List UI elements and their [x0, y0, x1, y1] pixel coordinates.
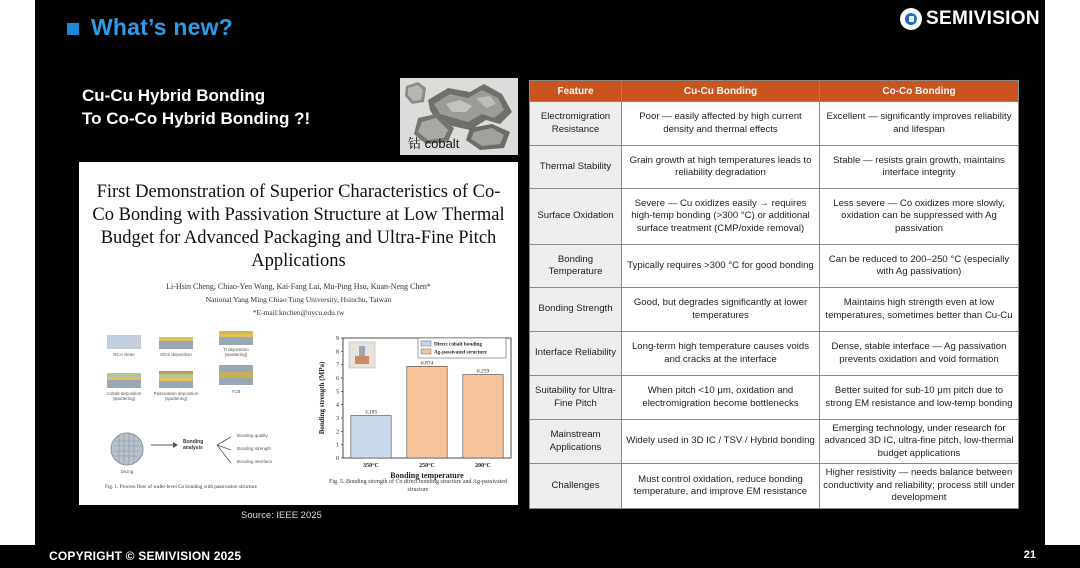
- y-tick-label: 3: [336, 416, 339, 422]
- bonded-bottom-wafer: [219, 378, 253, 385]
- co-co-cell: Higher resistivity — needs balance between conductivity and reliability; process still under development: [820, 464, 1019, 509]
- process-flow-figure: [103, 327, 303, 492]
- feature-cell: Bonding Strength: [530, 288, 622, 332]
- step-rca-clean: RCA clean: [113, 352, 135, 357]
- legend-entry: Ag-passivated structure: [434, 349, 487, 356]
- analysis-item-strength: Bonding strength: [237, 446, 272, 451]
- semivision-logo-icon: [900, 8, 922, 30]
- legend-entry: Direct cobalt bonding: [434, 341, 483, 348]
- co-co-cell: Less severe — Co oxidizes more slowly, oxidation can be suppressed with Ag passivation: [820, 189, 1019, 245]
- feature-cell: Suitability for Ultra-Fine Pitch: [530, 376, 622, 420]
- analysis-branch-arrows: [215, 433, 235, 473]
- co-co-cell: Maintains high strength even at low temperatures, sometimes better than Cu-Cu: [820, 288, 1019, 332]
- slide-title: What’s new?: [91, 14, 233, 40]
- header-feature: Feature: [530, 81, 622, 102]
- cobalt-photo: [400, 78, 518, 155]
- fig5-caption: Fig. 5. Bonding strength of Co direct bonding structure and Ag-passivated structure: [329, 479, 507, 493]
- bar-200°C: [463, 375, 503, 458]
- table-row: [530, 288, 1019, 332]
- y-tick-label: 2: [336, 429, 339, 436]
- wafer-stack-rca: [107, 335, 141, 349]
- table-header-row: [530, 81, 1019, 102]
- y-tick-label: 0: [336, 456, 339, 462]
- paper-title: First Demonstration of Superior Characteristics of Co-Co Bonding with Passivation Structure at Low Thermal Budget for Advanced Packaging and Ultra-Fine Pitch Applications: [92, 182, 505, 271]
- cu-cu-cell: Grain growth at high temperatures leads to reliability degradation: [622, 146, 820, 189]
- step-tcb: TCB: [231, 389, 241, 394]
- feature-cell: Surface Oxidation: [530, 189, 622, 245]
- co-co-cell: Excellent — significantly improves reliability and lifespan: [820, 102, 1019, 146]
- title-bullet-square: [67, 23, 79, 35]
- feature-cell: Bonding Temperature: [530, 245, 622, 288]
- y-tick-label: 7: [336, 362, 339, 369]
- sample-inset-block: [355, 356, 369, 364]
- paper-email: *E-mail:knchen@nycu.edu.tw: [252, 308, 345, 317]
- logo-text: SEMIVISION: [926, 8, 1040, 29]
- y-tick-label: 1: [336, 442, 339, 449]
- source-note: Source: IEEE 2025: [241, 510, 322, 521]
- y-tick-label: 4: [336, 402, 339, 409]
- bonding-strength-chart-svg: [315, 330, 515, 480]
- x-tick-label: 200°C: [475, 463, 491, 469]
- wafer-layer-4: [159, 381, 193, 388]
- step-ti-deposition: Ti deposition (sputtering): [223, 347, 249, 357]
- data-label: 6.874: [420, 360, 434, 367]
- feature-cell: Thermal Stability: [530, 146, 622, 189]
- cu-cu-cell: When pitch <10 μm, oxidation and electromigration become bottlenecks: [622, 376, 820, 420]
- data-label: 3.185: [364, 409, 378, 416]
- slide-subtitle: [82, 84, 310, 130]
- bonding-analysis-label: Bonding analysis: [183, 439, 204, 451]
- bar-250°C: [407, 366, 447, 458]
- co-co-cell: Dense, stable interface — Ag passivation prevents oxidation and void formation: [820, 332, 1019, 376]
- paper-affiliation: National Yang Ming Chiao Tung University, Hsinchu, Taiwan: [205, 295, 392, 304]
- header-cu-cu: Cu-Cu Bonding: [622, 81, 820, 102]
- cu-cu-cell: Long-term high temperature causes voids and cracks at the interface: [622, 332, 820, 376]
- co-co-cell: Stable — resists grain growth, maintains interface integrity: [820, 146, 1019, 189]
- analysis-item-interface: Bonding interface: [237, 459, 273, 464]
- page-number: 21: [1023, 549, 1036, 561]
- step-passivation-deposition: Passivation deposition (sputtering): [153, 391, 199, 401]
- table-row: [530, 376, 1019, 420]
- cu-cu-cell: Good, but degrades significantly at lower temperatures: [622, 288, 820, 332]
- table-row: [530, 464, 1019, 509]
- footer-bar: [0, 545, 1080, 568]
- step-sio2-deposition: SiO2 deposition: [160, 352, 192, 357]
- fig1-caption: Fig. 1. Process flow of wafer-level Co bonding with passivation structure: [105, 484, 258, 490]
- analysis-item-quality: Bonding quality: [237, 433, 268, 438]
- diced-wafer-icon: [109, 431, 145, 467]
- sample-inset-pin: [359, 346, 365, 356]
- table-row: [530, 146, 1019, 189]
- data-label: 6.259: [476, 368, 490, 375]
- y-tick-label: 9: [336, 336, 339, 342]
- semivision-logo: [900, 8, 1040, 30]
- co-co-cell: Better suited for sub-10 μm pitch due to strong EM resistance and low-temp bonding: [820, 376, 1019, 420]
- copyright-text: COPYRIGHT © SEMIVISION 2025: [49, 549, 242, 563]
- arrow-right-icon: [149, 439, 179, 451]
- feature-cell: Mainstream Applications: [530, 420, 622, 464]
- cobalt-label: 钴 cobalt: [408, 136, 460, 151]
- table-row: [530, 420, 1019, 464]
- feature-cell: Electromigration Resistance: [530, 102, 622, 146]
- feature-cell: Challenges: [530, 464, 622, 509]
- bar-350°C: [351, 416, 391, 458]
- bonded-top-wafer: [219, 365, 253, 372]
- wafer-layer-2: [219, 337, 253, 345]
- cu-cu-cell: Widely used in 3D IC / TSV / Hybrid bonding: [622, 420, 820, 464]
- y-tick-label: 5: [336, 389, 339, 396]
- table-row: [530, 245, 1019, 288]
- cu-cu-cell: Severe — Cu oxidizes easily → requires high-temp bonding (>300 °C) or additional surface treatment (CMP/oxide removal): [622, 189, 820, 245]
- cu-cu-cell: Typically requires >300 °C for good bonding: [622, 245, 820, 288]
- table-row: [530, 102, 1019, 146]
- bonding-strength-chart: [315, 330, 515, 490]
- x-tick-label: 350°C: [363, 463, 379, 469]
- comparison-table: [529, 80, 1019, 509]
- wafer-layer: [159, 341, 193, 349]
- subtitle-line-2: To Co-Co Hybrid Bonding ?!: [82, 109, 311, 128]
- wafer-layer-3: [107, 380, 141, 388]
- co-co-cell: Can be reduced to 200–250 °C (especially with Ag passivation): [820, 245, 1019, 288]
- cu-cu-cell: Must control oxidation, reduce bonding temperature, and improve EM resistance: [622, 464, 820, 509]
- x-axis-label: Bonding temperature: [390, 471, 464, 480]
- table-row: [530, 332, 1019, 376]
- table-row: [530, 189, 1019, 245]
- legend-swatch: [421, 341, 431, 346]
- x-tick-label: 250°C: [419, 463, 435, 469]
- subtitle-line-1: Cu-Cu Hybrid Bonding: [82, 86, 266, 105]
- paper-authors: Li-Hsin Cheng, Chiao-Yen Wang, Kai-Fang Lai, Mu-Ping Hsu, Kuan-Neng Chen*: [166, 282, 431, 291]
- y-axis-label: Bonding strength (MPa): [318, 361, 326, 435]
- header-co-co: Co-Co Bonding: [820, 81, 1019, 102]
- cu-cu-cell: Poor — easily affected by high current density and thermal effects: [622, 102, 820, 146]
- step-dicing: Dicing: [120, 469, 134, 474]
- legend-swatch: [421, 349, 431, 354]
- feature-cell: Interface Reliability: [530, 332, 622, 376]
- co-co-cell: Emerging technology, under research for advanced 3D IC, ultra-fine pitch, low-thermal budget applications: [820, 420, 1019, 464]
- y-tick-label: 6: [336, 376, 339, 382]
- y-tick-label: 8: [336, 349, 339, 356]
- paper-excerpt: [79, 162, 518, 505]
- step-cobalt-deposition: Cobalt deposition (sputtering): [106, 391, 142, 401]
